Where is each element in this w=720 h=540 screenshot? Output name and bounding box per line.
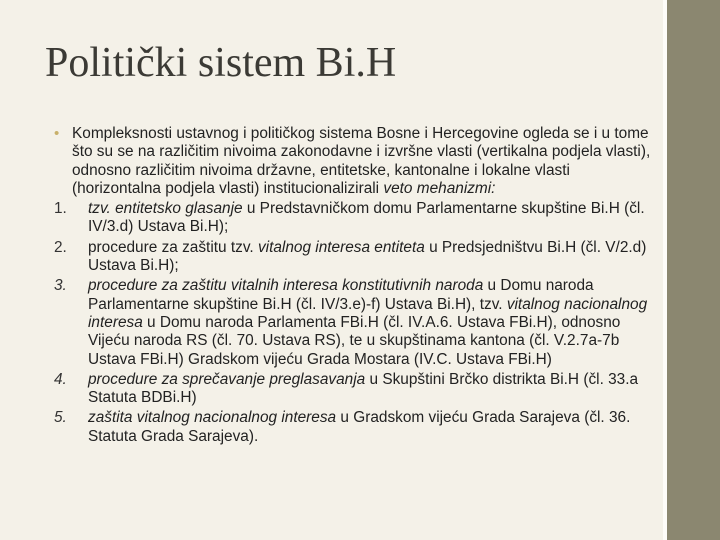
list-number: 5. [54,409,67,427]
list-item [54,239,654,276]
list-number: 3. [54,277,67,295]
side-bar [667,0,720,540]
intro-text: Kompleksnosti ustavnog i političkog sistema Bosne i Hercegovine ogleda se i u tome što su se na različitim nivoima zakonodavne i izvršne vlasti (vertikalna podjela vlasti), odnosno različitim nivoima državne, entitetske, kantonalne i lokalne vlasti (horizontalna podjela vlasti) institucionalizirali [72,125,651,197]
item-text: u Predsjedništvu Bi.H (čl. V/2.d) Ustava Bi.H); [88,238,647,275]
list-item [54,277,654,368]
list-item [54,371,654,408]
list-item [54,200,654,237]
list-number: 1. [54,200,67,218]
item-text: u Predstavničkom domu Parlamentarne skupštine Bi.H (čl. IV/3.d) Ustava Bi.H); [88,200,645,236]
intro-bullet [54,125,654,198]
intro-italic: veto mehanizmi: [383,179,496,197]
slide-content [54,125,654,448]
list-number: 4. [54,370,67,388]
item-text-italic: tzv. entitetsko glasanje [88,200,243,218]
veto-mechanism-list [54,200,654,446]
list-number: 2. [54,238,67,256]
item-text-italic: procedure za zaštitu vitalnih interesa konstitutivnih naroda [88,277,484,295]
item-text: procedure za zaštitu tzv. [88,238,258,256]
bullet-icon: • [54,125,60,142]
item-text: u Domu naroda Parlamentarne skupštine Bi.H (čl. IV/3.e)-f) Ustava Bi.H), tzv. [88,277,594,313]
item-text-italic: vitalnog interesa entiteta [257,238,425,256]
item-text-italic: zaštita vitalnog nacionalnog interesa [88,409,337,427]
slide-title: Politički sistem Bi.H [45,40,397,86]
item-text-italic: vitalnog nacionalnog interesa [88,295,648,331]
list-item [54,409,654,446]
item-text-italic: procedure za sprečavanje preglasavanja [88,370,366,388]
item-text: u Domu naroda Parlamenta FBi.H (čl. IV.A.6. Ustava FBi.H), odnosno Vijeću naroda RS (čl. 70. Ustava RS), te u skupštinama kantona (čl. V.2.7a-7b Ustava FBi.H) Gradskom vijeću Grada Mostara (IV.C. Ustava FBi.H) [88,313,621,368]
item-text: u Skupštini Brčko distrikta Bi.H (čl. 33.a Statuta BDBi.H) [88,370,639,407]
item-text: u Gradskom vijeću Grada Sarajeva (čl. 36. Statuta Grada Sarajeva). [88,409,631,445]
